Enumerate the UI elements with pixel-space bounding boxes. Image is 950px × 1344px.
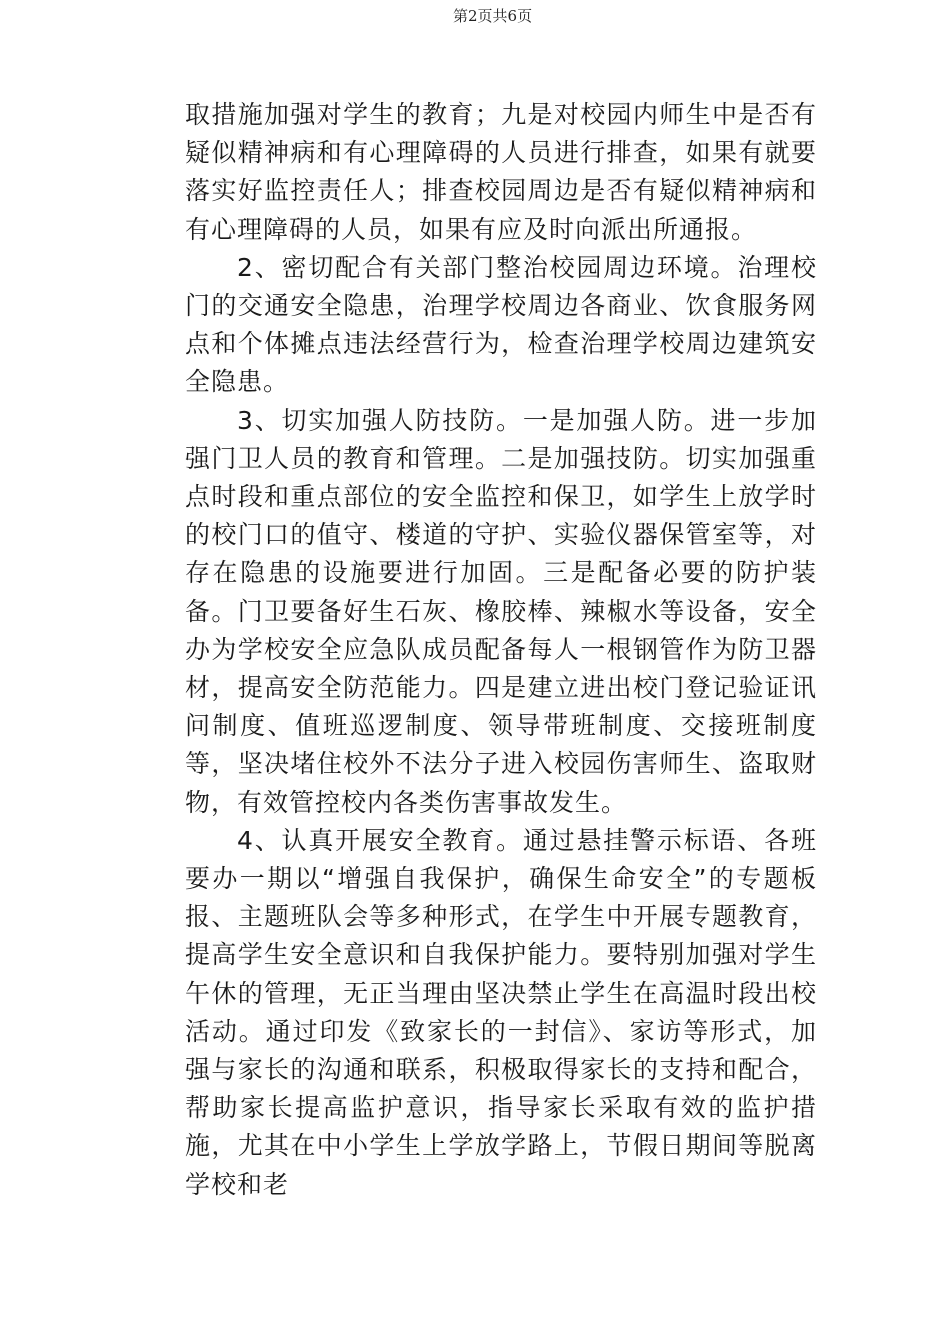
paragraph-continuation: 取措施加强对学生的教育；九是对校园内师生中是否有疑似精神病和有心理障碍的人员进行排查，如果有就要落实好监控责任人；排查校园周边是否有疑似精神病和有心理障碍的人员，如果有应及时向派出所通报。	[185, 100, 817, 244]
paragraph-item-4: 4、认真开展安全教育。通过悬挂警示标语、各班要办一期以“增强自我保护，确保生命安全”的专题板报、主题班队会等多种形式，在学生中开展专题教育，提高学生安全意识和自我保护能力。要特别加强对学生午休的管理，无正当理由坚决禁止学生在高温时段出校活动。通过印发《致家长的一封信》、家访等形式，加强与家长的沟通和联系，积极取得家长的支持和配合，帮助家长提高监护意识，指导家长采取有效的监护措施，尤其在中小学生上学放学路上，节假日期间等脱离学校和老	[185, 825, 817, 1199]
paragraph-item-3: 3、切实加强人防技防。一是加强人防。进一步加强门卫人员的教育和管理。二是加强技防。切实加强重点时段和重点部位的安全监控和保卫，如学生上放学时的校门口的值守、楼道的守护、实验仪器保管室等，对存在隐患的设施要进行加固。三是配备必要的防护装备。门卫要备好生石灰、橡胶棒、辣椒水等设备，安全办为学校安全应急队成员配备每人一根钢管作为防卫器材，提高安全防范能力。四是建立进出校门登记验证讯问制度、值班巡逻制度、领导带班制度、交接班制度等，坚决堵住校外不法分子进入校园伤害师生、盗取财物，有效管控校内各类伤害事故发生。	[185, 405, 817, 817]
paragraph-item-2: 2、密切配合有关部门整治校园周边环境。治理校门的交通安全隐患，治理学校周边各商业、饮食服务网点和个体摊点违法经营行为，检查治理学校周边建筑安全隐患。	[185, 252, 817, 397]
page-number-header: 第2页共6页	[453, 7, 533, 25]
document-body	[185, 96, 817, 1204]
